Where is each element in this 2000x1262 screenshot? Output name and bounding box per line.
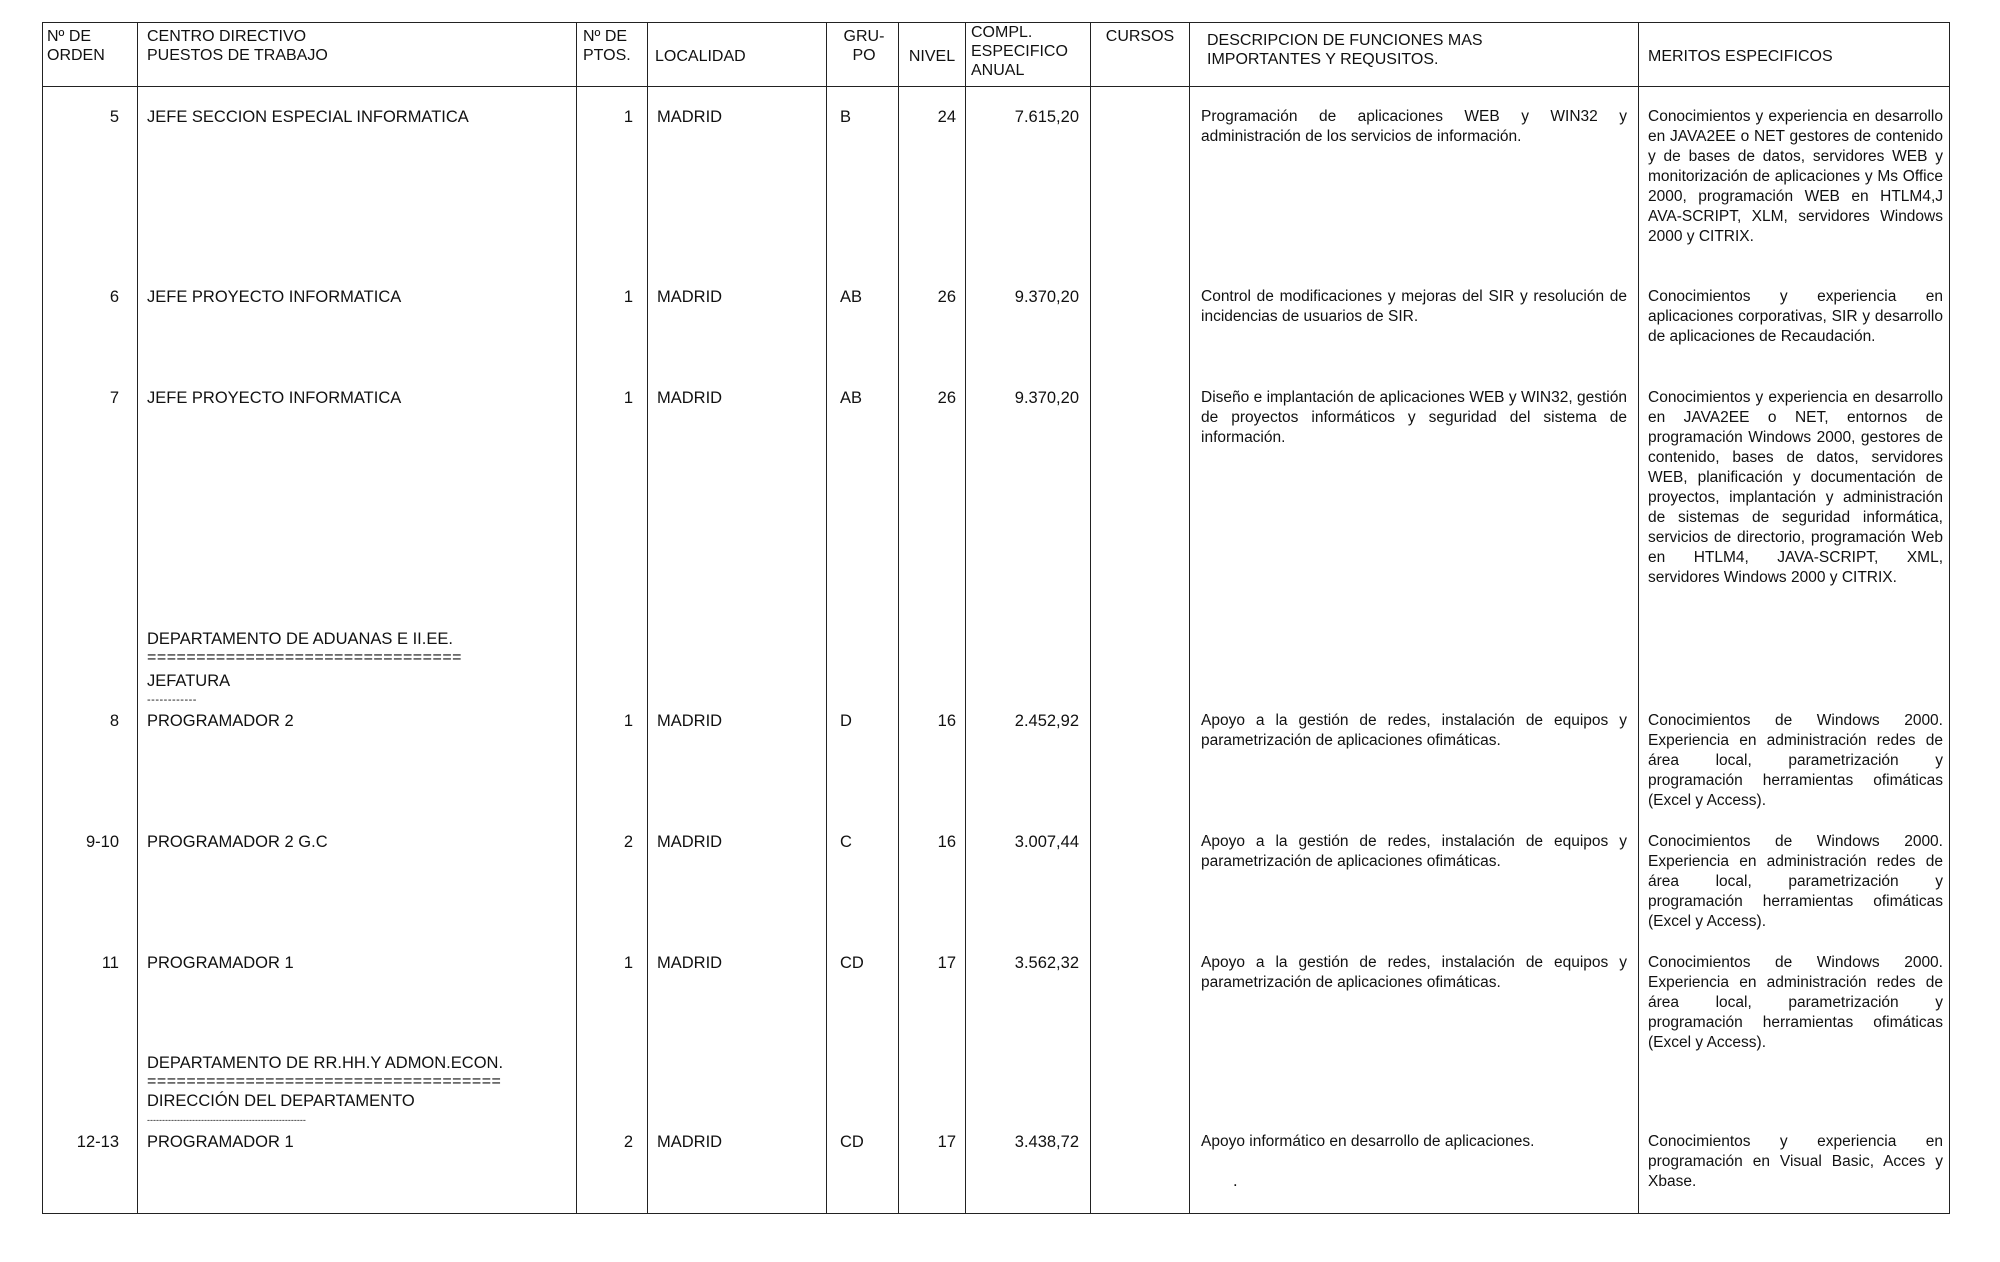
header-localidad: LOCALIDAD	[655, 48, 746, 65]
row-puesto: JEFE SECCION ESPECIAL INFORMATICA	[147, 108, 469, 126]
row-localidad: MADRID	[657, 712, 723, 730]
column-divider	[1090, 23, 1091, 1213]
row-compl: 3.562,32	[1014, 954, 1079, 972]
row-descripcion: Control de modificaciones y mejoras del SIR y resolución de incidencias de usuarios de SIR.	[1201, 288, 1627, 325]
row-compl: 3.007,44	[1014, 833, 1079, 851]
row-meritos: Conocimientos y experiencia en programación en Visual Basic, Acces y Xbase.	[1648, 1133, 1943, 1190]
column-divider	[1638, 23, 1639, 1213]
row-grupo: CD	[840, 954, 864, 972]
row-meritos: Conocimientos de Windows 2000. Experiencia en administración redes de área local, parametrización y programación herramientas ofimáticas (Excel y Access).	[1648, 712, 1943, 809]
row-localidad: MADRID	[657, 1133, 723, 1151]
row-orden: 9-10	[85, 833, 119, 851]
row-localidad: MADRID	[657, 389, 723, 407]
row-grupo: CD	[840, 1133, 864, 1151]
section-underline: ====================================	[147, 1077, 502, 1087]
section-title: DEPARTAMENTO DE RR.HH.Y ADMON.ECON.	[147, 1054, 504, 1072]
row-localidad: MADRID	[657, 954, 723, 972]
row-grupo: B	[840, 108, 852, 126]
row-nivel: 26	[937, 288, 956, 306]
row-nivel: 17	[937, 1133, 956, 1151]
row-meritos: Conocimientos de Windows 2000. Experiencia en administración redes de área local, parametrización y programación herramientas ofimáticas (Excel y Access).	[1648, 833, 1943, 930]
row-nivel: 16	[937, 712, 956, 730]
row-orden: 6	[109, 288, 119, 306]
row-ptos: 1	[623, 108, 633, 126]
row-compl: 7.615,20	[1014, 108, 1079, 126]
row-compl: 2.452,92	[1014, 712, 1079, 730]
row-orden: 5	[109, 108, 119, 126]
row-compl: 3.438,72	[1014, 1133, 1079, 1151]
header-centro: CENTRO DIRECTIVO PUESTOS DE TRABAJO	[147, 28, 328, 64]
row-ptos: 2	[623, 833, 633, 851]
row-descripcion: Apoyo a la gestión de redes, instalación de equipos y parametrización de aplicaciones ofimáticas.	[1201, 833, 1627, 870]
row-meritos: Conocimientos y experiencia en aplicaciones corporativas, SIR y desarrollo de aplicaciones de Recaudación.	[1648, 288, 1943, 345]
row-meritos: Conocimientos y experiencia en desarrollo en JAVA2EE o NET gestores de contenido y de bases de datos, servidores WEB y monitorización de aplicaciones y Ms Office 2000, programación WEB en HTLM4,J AVA-SCRIPT, XLM, servidores Windows 2000 y CITRIX.	[1648, 108, 1943, 245]
section-subtitle: JEFATURA	[147, 672, 231, 690]
header-descripcion: DESCRIPCION DE FUNCIONES MAS IMPORTANTES Y REQUSITOS.	[1207, 32, 1483, 68]
row-grupo: C	[840, 833, 852, 851]
row-orden: 12-13	[76, 1133, 119, 1151]
header-orden: Nº DE ORDEN	[47, 28, 105, 64]
row-compl: 9.370,20	[1014, 389, 1079, 407]
row-puesto: JEFE PROYECTO INFORMATICA	[147, 288, 402, 306]
row-puesto: PROGRAMADOR 2	[147, 712, 294, 730]
row-localidad: MADRID	[657, 108, 723, 126]
section-title: DEPARTAMENTO DE ADUANAS E II.EE.	[147, 630, 453, 648]
column-divider	[898, 23, 899, 1213]
row-meritos: Conocimientos y experiencia en desarrollo en JAVA2EE o NET, entornos de programación Windows 2000, gestores de contenido, bases de datos, servidores WEB, planificación y documentación de proyectos, implantación y administración de sistemas de seguridad informática, servicios de directorio, programación Web en HTLM4, JAVA-SCRIPT, XML, servidores Windows 2000 y CITRIX.	[1648, 389, 1943, 586]
column-divider	[576, 23, 577, 1213]
row-descripcion: Programación de aplicaciones WEB y WIN32 y administración de los servicios de información.	[1201, 108, 1627, 145]
row-puesto: PROGRAMADOR 1	[147, 1133, 294, 1151]
row-orden: 8	[109, 712, 119, 730]
header-nivel: NIVEL	[908, 48, 956, 65]
section-subunderline: ------------	[147, 694, 197, 706]
row-ptos: 1	[623, 712, 633, 730]
column-divider	[965, 23, 966, 1213]
row-ptos: 1	[623, 954, 633, 972]
section-subtitle: DIRECCIÓN DEL DEPARTAMENTO	[147, 1092, 415, 1110]
row-meritos: Conocimientos de Windows 2000. Experiencia en administración redes de área local, parametrización y programación herramientas ofimáticas (Excel y Access).	[1648, 954, 1943, 1051]
job-positions-table	[42, 22, 1950, 1214]
row-ptos: 1	[623, 389, 633, 407]
column-divider	[826, 23, 827, 1213]
row-descripcion: Apoyo a la gestión de redes, instalación de equipos y parametrización de aplicaciones ofimáticas.	[1201, 954, 1627, 991]
stray-mark: .	[1233, 1172, 1238, 1190]
column-divider	[1189, 23, 1190, 1213]
row-nivel: 24	[937, 108, 956, 126]
header-meritos: MERITOS ESPECIFICOS	[1648, 48, 1833, 65]
section-underline: ================================	[147, 653, 462, 663]
header-cursos: CURSOS	[1105, 28, 1175, 45]
header-compl: COMPL. ESPECIFICO ANUAL	[971, 24, 1068, 79]
row-ptos: 2	[623, 1133, 633, 1151]
row-descripcion: Diseño e implantación de aplicaciones WEB y WIN32, gestión de proyectos informáticos y seguridad del sistema de información.	[1201, 389, 1627, 446]
row-nivel: 17	[937, 954, 956, 972]
column-divider	[647, 23, 648, 1213]
header-divider	[43, 86, 1949, 87]
header-ptos: Nº DE PTOS.	[583, 28, 631, 64]
row-ptos: 1	[623, 288, 633, 306]
row-grupo: D	[840, 712, 852, 730]
row-orden: 11	[101, 954, 119, 972]
row-orden: 7	[109, 389, 119, 407]
row-puesto: PROGRAMADOR 2 G.C	[147, 833, 328, 851]
row-localidad: MADRID	[657, 288, 723, 306]
row-compl: 9.370,20	[1014, 288, 1079, 306]
column-divider	[137, 23, 138, 1213]
row-descripcion: Apoyo informático en desarrollo de aplicaciones.	[1201, 1133, 1535, 1150]
row-nivel: 16	[937, 833, 956, 851]
row-puesto: JEFE PROYECTO INFORMATICA	[147, 389, 402, 407]
row-puesto: PROGRAMADOR 1	[147, 954, 294, 972]
row-grupo: AB	[840, 389, 863, 407]
row-nivel: 26	[937, 389, 956, 407]
row-localidad: MADRID	[657, 833, 723, 851]
row-descripcion: Apoyo a la gestión de redes, instalación de equipos y parametrización de aplicaciones ofimáticas.	[1201, 712, 1627, 749]
row-grupo: AB	[840, 288, 863, 306]
header-grupo: GRU- PO	[843, 28, 885, 64]
section-subunderline: -----------------------------------------------------	[147, 1115, 306, 1125]
